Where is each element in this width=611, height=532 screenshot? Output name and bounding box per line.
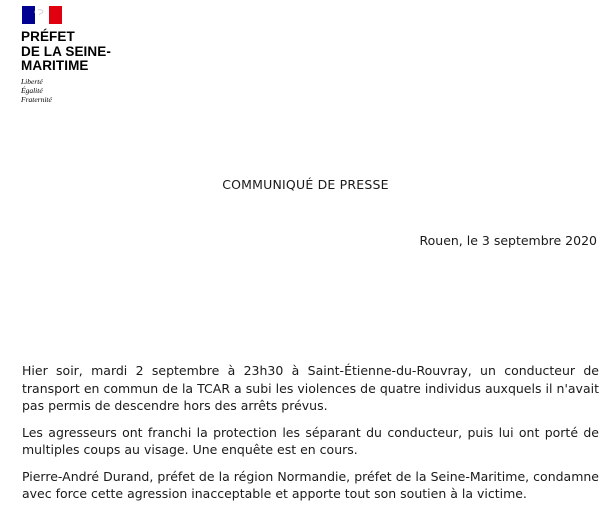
motto-line: Égalité [21,85,43,95]
motto-line: Liberté [21,76,43,86]
motto-line: Fraternité [21,94,52,104]
body-paragraph: Pierre-André Durand, préfet de la région Normandie, préfet de la Seine-Maritime, condamne avec force cette agression inacceptable et apporte tout son soutien à la victime. [22,468,599,501]
prefecture-logo [21,6,137,104]
body-paragraph: Les agresseurs ont franchi la protection les séparant du conducteur, puis lui ont porté de multiples coups au visage. Une enquête est en cours. [22,424,599,457]
prefet-title [21,30,137,74]
document-date: Rouen, le 3 septembre 2020 [419,233,597,248]
republic-motto [21,77,137,104]
prefet-title-line: MARITIME [21,58,89,73]
body-paragraph: Hier soir, mardi 2 septembre à 23h30 à Saint-Étienne-du-Rouvray, un conducteur de transport en commun de la TCAR a subi les violences de quatre individus auxquels il n'avait pas permis de descendre hors des arrêts prévus. [22,363,599,413]
prefet-title-line: DE LA SEINE- [21,43,111,59]
marianne-profile-icon [31,7,51,24]
document-body [22,362,599,512]
marianne-logo-icon [22,6,62,24]
document-title: COMMUNIQUÉ DE PRESSE [222,177,389,192]
prefet-title-line: PRÉFET [21,29,75,44]
